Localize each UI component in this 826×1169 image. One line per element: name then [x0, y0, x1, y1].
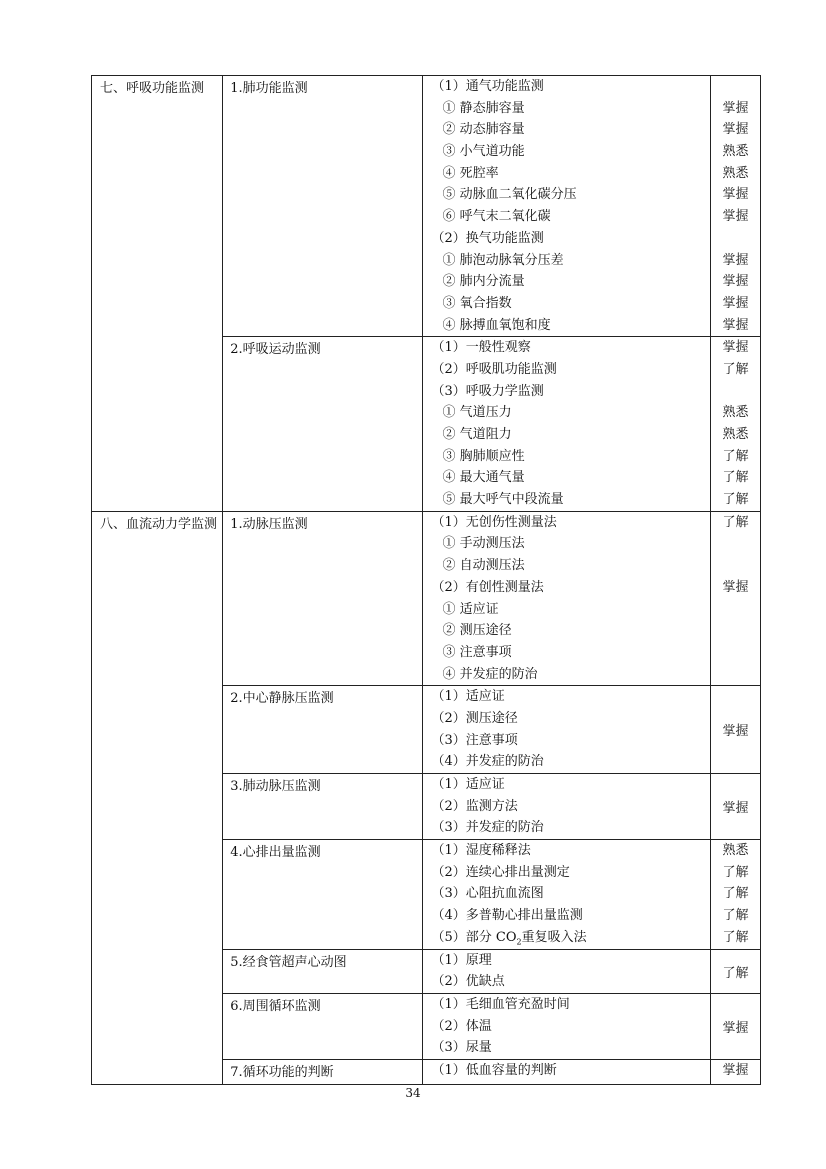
requirement-level: 了解 — [722, 864, 749, 880]
requirement-level: 了解 — [710, 949, 760, 993]
subtopic-name: 1.肺功能监测 — [223, 76, 423, 337]
list-item: （1）适应证 — [431, 689, 505, 705]
requirement-level: 掌握 — [722, 100, 749, 116]
item-list — [423, 76, 710, 337]
requirement-level: 掌握 — [722, 187, 749, 203]
requirement-level: 了解 — [722, 886, 749, 902]
list-item: （3）并发症的防治 — [431, 820, 544, 836]
list-item: （1）无创伤性测量法 — [431, 514, 557, 530]
list-item: ① 手动测压法 — [442, 536, 525, 552]
requirement-level: 掌握 — [722, 252, 749, 268]
item-list — [423, 511, 710, 686]
list-item: （1）毛细血管充盈时间 — [431, 996, 570, 1012]
requirement-level: 了解 — [722, 448, 749, 464]
requirement-level: 了解 — [722, 908, 749, 924]
list-item — [423, 927, 709, 949]
list-item: ① 静态肺容量 — [442, 100, 525, 116]
list-item: ② 气道阻力 — [442, 427, 512, 442]
requirement-level: 了解 — [722, 514, 749, 530]
list-item: ④ 死腔率 — [442, 165, 499, 181]
requirement-level — [711, 664, 760, 686]
subtopic-name: 7.循环功能的判断 — [223, 1059, 423, 1084]
requirement-list — [710, 840, 760, 949]
list-item: （3）注意事项 — [431, 732, 518, 748]
list-item: ④ 最大通气量 — [442, 470, 525, 486]
requirement-level — [711, 533, 760, 555]
list-item: （1）低血容量的判断 — [431, 1062, 557, 1078]
requirement-level: 熟悉 — [722, 405, 749, 421]
requirement-level — [711, 599, 760, 621]
list-item-text: （5）部分 CO — [431, 929, 517, 945]
list-item: （2）有创性测量法 — [431, 579, 544, 595]
requirement-list — [710, 337, 760, 512]
list-item: （2）呼吸肌功能监测 — [431, 361, 557, 377]
requirement-list — [710, 511, 760, 686]
item-list — [423, 337, 710, 512]
list-item: ② 肺内分流量 — [442, 274, 525, 290]
list-item: （2）连续心排出量测定 — [431, 864, 570, 880]
list-item: （1）一般性观察 — [431, 340, 531, 356]
requirement-level: 熟悉 — [722, 427, 749, 442]
list-item: （2）测压途径 — [431, 710, 518, 726]
list-item-text: 重复吸入法 — [521, 929, 587, 945]
list-item: ① 肺泡动脉氧分压差 — [442, 252, 564, 268]
subtopic-name: 4.心排出量监测 — [223, 840, 423, 949]
subtopic-name: 2.呼吸运动监测 — [223, 337, 423, 512]
requirement-level: 了解 — [722, 361, 749, 377]
list-item: （1）湿度稀释法 — [431, 843, 531, 859]
requirement-level: 掌握 — [722, 340, 749, 356]
requirement-level: 掌握 — [722, 579, 749, 595]
list-item: ① 适应证 — [442, 601, 499, 617]
requirement-level — [711, 620, 760, 642]
item-list — [423, 993, 710, 1059]
requirement-level — [711, 555, 760, 577]
requirement-level — [711, 228, 760, 250]
list-item: （2）优缺点 — [431, 974, 505, 990]
section-topic: 七、呼吸功能监测 — [92, 76, 223, 512]
requirement-level: 掌握 — [722, 209, 749, 225]
list-item: ⑤ 最大呼气中段流量 — [442, 492, 564, 508]
list-item: （3）尿量 — [431, 1040, 492, 1056]
section-topic: 八、血流动力学监测 — [92, 511, 223, 1084]
list-item: （1）原理 — [431, 952, 492, 968]
list-item: ③ 氧合指数 — [442, 295, 512, 311]
requirement-level: 熟悉 — [722, 165, 749, 181]
item-list — [423, 1059, 710, 1084]
table-row — [92, 76, 761, 337]
list-item: （2）体温 — [431, 1018, 492, 1034]
item-list — [423, 686, 710, 774]
list-item: （2）换气功能监测 — [431, 230, 544, 246]
requirement-level: 掌握 — [710, 686, 760, 774]
list-item: ③ 胸肺顺应性 — [442, 448, 525, 464]
list-item: ④ 并发症的防治 — [442, 666, 538, 682]
list-item: （4）多普勒心排出量监测 — [431, 908, 583, 924]
requirement-level — [711, 76, 760, 98]
list-item: （3）呼吸力学监测 — [431, 383, 544, 399]
list-item: （2）监测方法 — [431, 798, 518, 814]
requirement-level: 了解 — [722, 470, 749, 486]
requirement-level: 掌握 — [722, 295, 749, 311]
requirement-level: 掌握 — [722, 1062, 749, 1078]
list-item: ② 自动测压法 — [442, 558, 525, 574]
list-item: ④ 脉搏血氧饱和度 — [442, 317, 551, 333]
subtopic-name: 5.经食管超声心动图 — [223, 949, 423, 993]
list-item: ② 动态肺容量 — [442, 122, 525, 138]
list-item: （1）适应证 — [431, 777, 505, 792]
requirement-level: 了解 — [722, 492, 749, 508]
item-list — [423, 840, 710, 949]
list-item: ① 气道压力 — [442, 405, 512, 421]
requirement-level: 掌握 — [710, 993, 760, 1059]
requirement-level — [711, 381, 760, 403]
item-list — [423, 774, 710, 840]
requirement-level: 掌握 — [722, 122, 749, 138]
requirement-level: 掌握 — [722, 317, 749, 333]
item-list — [423, 949, 710, 993]
requirement-level: 了解 — [722, 929, 749, 945]
requirement-level — [711, 642, 760, 664]
requirement-level: 熟悉 — [722, 144, 749, 160]
subtopic-name: 6.周围循环监测 — [223, 993, 423, 1059]
list-item: ⑥ 呼气末二氧化碳 — [442, 209, 551, 225]
subtopic-name: 2.中心静脉压监测 — [223, 686, 423, 774]
list-item: （4）并发症的防治 — [431, 754, 544, 770]
list-item: ③ 注意事项 — [442, 644, 512, 660]
list-item: ② 测压途径 — [442, 623, 512, 639]
table-row — [92, 511, 761, 686]
list-item: ③ 小气道功能 — [442, 144, 525, 160]
subscript: 2 — [516, 937, 522, 947]
list-item: （1）通气功能监测 — [431, 79, 544, 94]
syllabus-table — [91, 75, 761, 1085]
page-number: 34 — [405, 1086, 421, 1100]
subtopic-name: 3.肺动脉压监测 — [223, 774, 423, 840]
list-item: （3）心阻抗血流图 — [431, 886, 544, 902]
requirement-list — [710, 76, 760, 337]
requirement-list — [710, 1059, 760, 1084]
subtopic-name: 1.动脉压监测 — [223, 511, 423, 686]
requirement-level: 掌握 — [722, 274, 749, 290]
requirement-level: 掌握 — [710, 774, 760, 840]
list-item: ⑤ 动脉血二氧化碳分压 — [442, 187, 577, 203]
requirement-level: 熟悉 — [722, 843, 749, 859]
